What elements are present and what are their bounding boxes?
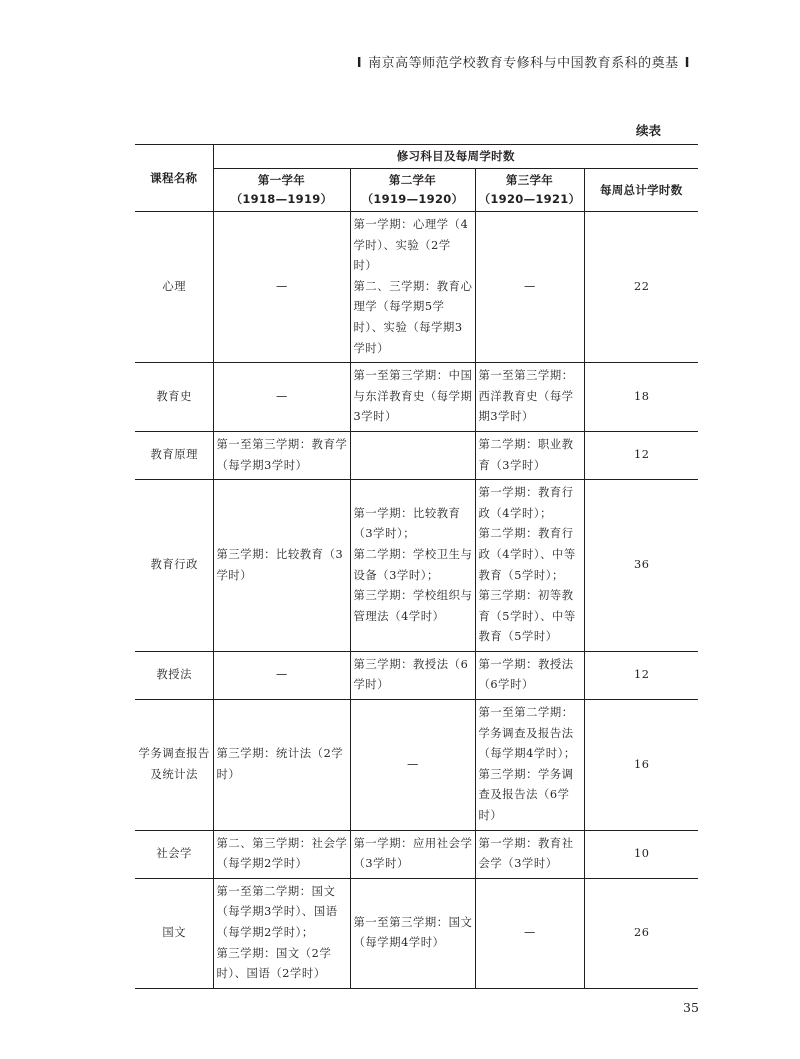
year-2-cell: 第一学期：心理学（4学时）、实验（2学时） 第二、三学期：教育心理学（每学期5学时）、实验（每学期3学时） [350, 212, 475, 363]
header-year-2 [350, 169, 475, 212]
header-right-bar: I [684, 56, 690, 71]
course-name-cell: 教育史 [135, 363, 213, 432]
year-3-cell: 第二学期：职业教育（3学时） [475, 431, 584, 479]
total-hours-cell: 18 [584, 363, 698, 432]
curriculum-table [135, 144, 698, 989]
course-name-cell: 国文 [135, 878, 213, 988]
year-1-cell: — [213, 651, 350, 699]
year-1-cell: 第一至第三学期：教育学（每学期3学时） [213, 431, 350, 479]
year-1-cell: 第二、第三学期：社会学（每学期2学时） [213, 830, 350, 878]
year-2-cell: 第一至第三学期：中国与东洋教育史（每学期3学时） [350, 363, 475, 432]
year-2-cell: 第三学期：教授法（6学时） [350, 651, 475, 699]
year-1-cell: — [213, 212, 350, 363]
year-3-cell: 第一学期：教育社会学（3学时） [475, 830, 584, 878]
table-row [135, 651, 698, 699]
header-course-name: 课程名称 [135, 145, 213, 212]
table-row [135, 431, 698, 479]
year-3-cell: — [475, 212, 584, 363]
year-3-cell: 第一至第二学期：学务调查及报告法（每学期4学时）； 第三学期：学务调查及报告法（6学时） [475, 700, 584, 831]
year-1-label: 第一学年 [257, 173, 306, 187]
total-hours-cell: 36 [584, 480, 698, 652]
course-name-cell: 社会学 [135, 830, 213, 878]
year-1-cell: — [213, 363, 350, 432]
course-name-cell: 心理 [135, 212, 213, 363]
year-1-cell: 第一至第二学期：国文（每学期3学时）、国语（每学期2学时）； 第三学期：国文（2学时）、国语（2学时） [213, 878, 350, 988]
header-weekly-total: 每周总计学时数 [584, 169, 698, 212]
header-year-3 [475, 169, 584, 212]
table-row [135, 480, 698, 652]
year-1-range: （1918—1919） [230, 192, 333, 206]
year-3-cell: 第一至第三学期：西洋教育史（每学期3学时） [475, 363, 584, 432]
year-2-cell: — [350, 700, 475, 831]
total-hours-cell: 26 [584, 878, 698, 988]
total-hours-cell: 22 [584, 212, 698, 363]
year-2-cell: 第一学期：比较教育（3学时）； 第二学期：学校卫生与设备（3学时）； 第三学期：学校组织与管理法（4学时） [350, 480, 475, 652]
table-row [135, 700, 698, 831]
header-year-1 [213, 169, 350, 212]
year-2-label: 第二学年 [388, 173, 437, 187]
course-name-cell: 教授法 [135, 651, 213, 699]
header-row-1 [135, 145, 698, 169]
year-1-cell: 第三学期：统计法（2学时） [213, 700, 350, 831]
table-row [135, 363, 698, 432]
year-3-cell: 第一学期：教授法（6学时） [475, 651, 584, 699]
total-hours-cell: 12 [584, 431, 698, 479]
total-hours-cell: 10 [584, 830, 698, 878]
year-2-range: （1919—1920） [361, 192, 464, 206]
year-3-cell: 第一学期：教育行政（4学时）； 第二学期：教育行政（4学时）、中等教育（5学时）； 第三学期：初等教育（5学时）、中等教育（5学时） [475, 480, 584, 652]
year-2-cell [350, 431, 475, 479]
header-row-2 [135, 169, 698, 212]
year-3-cell: — [475, 878, 584, 988]
header-group: 修习科目及每周学时数 [213, 145, 698, 169]
total-hours-cell: 12 [584, 651, 698, 699]
year-3-range: （1920—1921） [478, 192, 581, 206]
course-name-cell: 教育原理 [135, 431, 213, 479]
page-number: 35 [683, 1000, 699, 1015]
table-row [135, 830, 698, 878]
running-header-title: 南京高等师范学校教育专修科与中国教育系科的奠基 [368, 56, 679, 71]
course-name-cell: 教育行政 [135, 480, 213, 652]
year-2-cell: 第一至第三学期：国文（每学期4学时） [350, 878, 475, 988]
course-name-cell: 学务调查报告及统计法 [135, 700, 213, 831]
table-row [135, 212, 698, 363]
table-row [135, 878, 698, 988]
running-header [351, 52, 696, 71]
year-1-cell: 第三学期：比较教育（3学时） [213, 480, 350, 652]
header-left-bar: I [356, 56, 363, 71]
year-2-cell: 第一学期：应用社会学（3学时） [350, 830, 475, 878]
year-3-label: 第三学年 [505, 173, 554, 187]
continued-label: 续表 [636, 123, 662, 138]
total-hours-cell: 16 [584, 700, 698, 831]
